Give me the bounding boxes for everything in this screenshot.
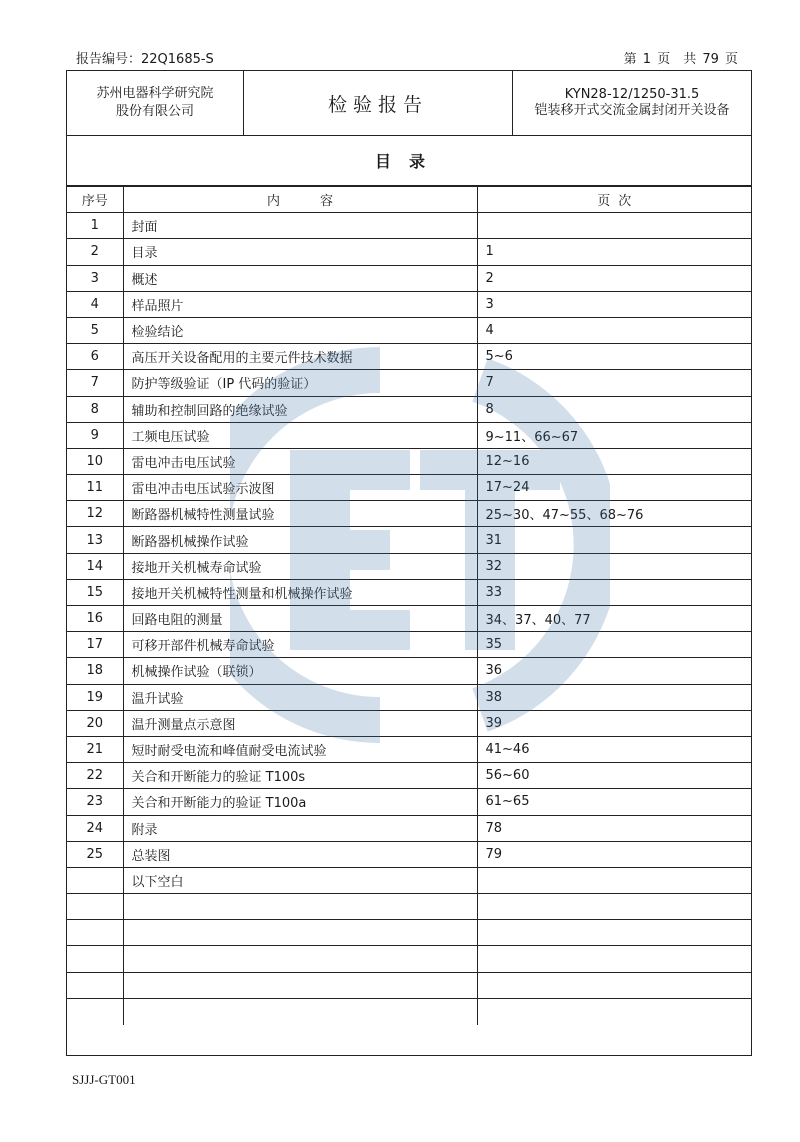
toc-row-content: 短时耐受电流和峰值耐受电流试验: [123, 736, 477, 762]
toc-row: [67, 501, 751, 527]
toc-row: [67, 396, 751, 422]
toc-row: [67, 579, 751, 605]
toc-table: [67, 186, 751, 1025]
toc-row-pages: [477, 972, 751, 998]
toc-row-pages: [477, 946, 751, 972]
toc-row: [67, 920, 751, 946]
toc-row-seq: [67, 998, 123, 1024]
toc-row-pages: [477, 894, 751, 920]
toc-row-seq: 17: [67, 632, 123, 658]
toc-row-content: 断路器机械特性测量试验: [123, 501, 477, 527]
toc-row-pages: 61~65: [477, 789, 751, 815]
toc-row-pages: [477, 867, 751, 893]
toc-row-content: 工频电压试验: [123, 422, 477, 448]
toc-row: [67, 763, 751, 789]
content-column-header: 内容: [123, 187, 477, 213]
toc-row-pages: 1: [477, 239, 751, 265]
toc-row-pages: 4: [477, 317, 751, 343]
toc-row-content: 关合和开断能力的验证 T100a: [123, 789, 477, 815]
toc-row: [67, 527, 751, 553]
toc-row-content: 总装图: [123, 841, 477, 867]
toc-row-pages: 17~24: [477, 475, 751, 501]
toc-row-content: 辅助和控制回路的绝缘试验: [123, 396, 477, 422]
toc-row-content: 接地开关机械寿命试验: [123, 553, 477, 579]
toc-row-content: 关合和开断能力的验证 T100s: [123, 763, 477, 789]
toc-row-seq: 7: [67, 370, 123, 396]
toc-row-content: 目录: [123, 239, 477, 265]
toc-row: [67, 213, 751, 239]
product-model: KYN28-12/1250-31.5: [564, 87, 700, 102]
toc-row-content: 附录: [123, 815, 477, 841]
toc-row-seq: [67, 867, 123, 893]
toc-row-seq: 10: [67, 448, 123, 474]
toc-row-content: 防护等级验证（IP 代码的验证）: [123, 370, 477, 396]
toc-row-content: 以下空白: [123, 867, 477, 893]
toc-row-seq: 20: [67, 710, 123, 736]
toc-row: [67, 475, 751, 501]
toc-row-pages: 38: [477, 684, 751, 710]
toc-row-content: 雷电冲击电压试验: [123, 448, 477, 474]
toc-header-row: [67, 187, 751, 213]
toc-row: [67, 972, 751, 998]
toc-row: [67, 710, 751, 736]
page-info: 第 1 页 共 79 页: [623, 52, 738, 67]
toc-row-content: 机械操作试验（联锁）: [123, 658, 477, 684]
toc-row-content: 接地开关机械特性测量和机械操作试验: [123, 579, 477, 605]
toc-row: [67, 867, 751, 893]
toc-box: [66, 136, 752, 1056]
toc-row-pages: 9~11、66~67: [477, 422, 751, 448]
toc-row-seq: 12: [67, 501, 123, 527]
toc-row-content: 高压开关设备配用的主要元件技术数据: [123, 344, 477, 370]
toc-row: [67, 291, 751, 317]
toc-row-content: [123, 894, 477, 920]
toc-row-seq: 5: [67, 317, 123, 343]
toc-row-seq: 11: [67, 475, 123, 501]
toc-row-seq: 18: [67, 658, 123, 684]
toc-row-content: 雷电冲击电压试验示波图: [123, 475, 477, 501]
toc-row-pages: 8: [477, 396, 751, 422]
toc-row-pages: 2: [477, 265, 751, 291]
toc-row: [67, 736, 751, 762]
toc-row-pages: [477, 998, 751, 1024]
toc-row-seq: [67, 920, 123, 946]
report-number: 报告编号：22Q1685-S: [76, 52, 214, 67]
toc-row-seq: 2: [67, 239, 123, 265]
toc-row-pages: [477, 213, 751, 239]
toc-row-pages: 56~60: [477, 763, 751, 789]
toc-row-seq: 19: [67, 684, 123, 710]
toc-row-seq: 9: [67, 422, 123, 448]
toc-row: [67, 265, 751, 291]
toc-body: [67, 213, 751, 1025]
toc-row: [67, 789, 751, 815]
toc-row-content: 封面: [123, 213, 477, 239]
report-title: 检验报告: [244, 71, 513, 135]
toc-row-content: [123, 920, 477, 946]
toc-row: [67, 841, 751, 867]
report-header-box: [66, 70, 752, 136]
toc-row: [67, 422, 751, 448]
toc-row: [67, 946, 751, 972]
toc-row-pages: 34、37、40、77: [477, 606, 751, 632]
toc-row-seq: 14: [67, 553, 123, 579]
toc-row: [67, 815, 751, 841]
toc-row: [67, 239, 751, 265]
toc-row: [67, 370, 751, 396]
form-code: SJJJ-GT001: [72, 1072, 136, 1087]
toc-row-pages: 36: [477, 658, 751, 684]
toc-row: [67, 658, 751, 684]
toc-row: [67, 344, 751, 370]
toc-row: [67, 894, 751, 920]
toc-title: 目录: [67, 136, 751, 186]
toc-row: [67, 317, 751, 343]
toc-row-seq: 21: [67, 736, 123, 762]
toc-row-seq: 23: [67, 789, 123, 815]
toc-row-pages: 79: [477, 841, 751, 867]
toc-row-pages: 12~16: [477, 448, 751, 474]
organization-name-line2: 股份有限公司: [115, 104, 194, 119]
toc-row-seq: 13: [67, 527, 123, 553]
toc-row-pages: 31: [477, 527, 751, 553]
toc-row-pages: 3: [477, 291, 751, 317]
toc-row-pages: 78: [477, 815, 751, 841]
organization-name-line1: 苏州电器科学研究院: [96, 86, 214, 101]
toc-row-content: 温升试验: [123, 684, 477, 710]
toc-row-content: [123, 998, 477, 1024]
toc-row-seq: 22: [67, 763, 123, 789]
toc-row-seq: 4: [67, 291, 123, 317]
toc-row-pages: 41~46: [477, 736, 751, 762]
toc-row-pages: [477, 920, 751, 946]
toc-row-pages: 32: [477, 553, 751, 579]
toc-row-pages: 7: [477, 370, 751, 396]
toc-row: [67, 553, 751, 579]
toc-row-seq: [67, 946, 123, 972]
toc-row-seq: 6: [67, 344, 123, 370]
toc-row-content: 概述: [123, 265, 477, 291]
toc-row-seq: 15: [67, 579, 123, 605]
toc-row: [67, 684, 751, 710]
toc-row-content: [123, 946, 477, 972]
toc-row-pages: 39: [477, 710, 751, 736]
toc-row-content: 回路电阻的测量: [123, 606, 477, 632]
toc-row: [67, 998, 751, 1024]
toc-row-pages: 25~30、47~55、68~76: [477, 501, 751, 527]
product-name: 铠装移开式交流金属封闭开关设备: [534, 103, 730, 118]
toc-row-seq: 3: [67, 265, 123, 291]
toc-row-content: [123, 972, 477, 998]
toc-row-content: 检验结论: [123, 317, 477, 343]
toc-row-seq: 24: [67, 815, 123, 841]
pages-column-header: 页次: [477, 187, 751, 213]
organization-cell: [67, 71, 244, 135]
toc-row-seq: [67, 972, 123, 998]
toc-row-seq: 8: [67, 396, 123, 422]
toc-row-pages: 33: [477, 579, 751, 605]
product-cell: [513, 71, 751, 135]
toc-row-content: 样品照片: [123, 291, 477, 317]
seq-column-header: 序号: [67, 187, 123, 213]
toc-row: [67, 606, 751, 632]
toc-row-content: 断路器机械操作试验: [123, 527, 477, 553]
toc-row-seq: 25: [67, 841, 123, 867]
toc-row-content: 温升测量点示意图: [123, 710, 477, 736]
toc-row-pages: 5~6: [477, 344, 751, 370]
toc-row-pages: 35: [477, 632, 751, 658]
toc-row-content: 可移开部件机械寿命试验: [123, 632, 477, 658]
toc-row-seq: 1: [67, 213, 123, 239]
toc-row: [67, 448, 751, 474]
toc-row-seq: 16: [67, 606, 123, 632]
toc-row: [67, 632, 751, 658]
toc-row-seq: [67, 894, 123, 920]
